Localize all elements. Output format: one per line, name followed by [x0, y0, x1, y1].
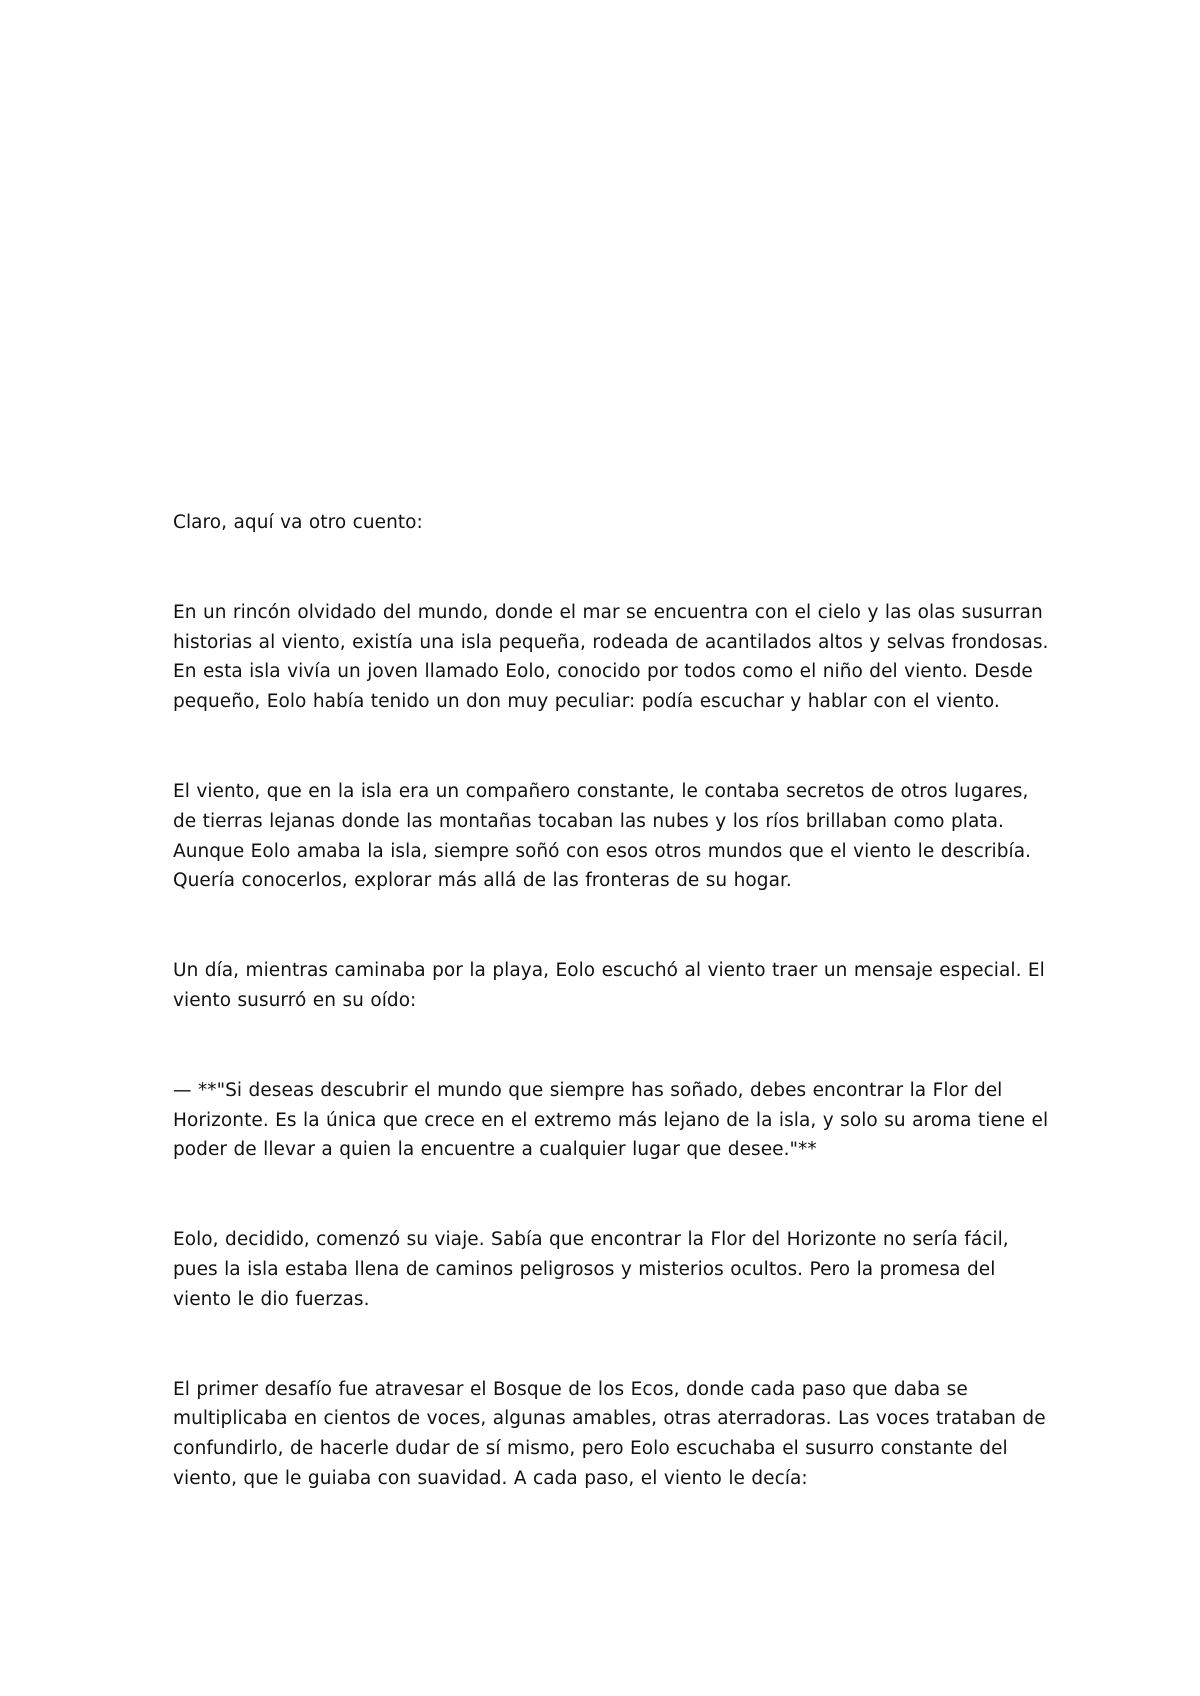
paragraph-3: Un día, mientras caminaba por la playa, Eolo escuchó al viento traer un mensaje especial. El viento susurró en su oído:: [173, 960, 1045, 1011]
document-body: [173, 508, 1053, 1494]
paragraph-spacer: [173, 896, 1053, 956]
paragraph-spacer: [173, 1016, 1053, 1076]
paragraph-1: En un rincón olvidado del mundo, donde el mar se encuentra con el cielo y las olas susurran historias al viento, existía una isla pequeña, rodeada de acantilados altos y selvas frondosas. En esta isla vivía un joven llamado Eolo, conocido por todos como el niño del viento. Desde pequeño, Eolo había tenido un don muy peculiar: podía escuchar y hablar con el viento.: [173, 601, 1049, 713]
paragraph-2: El viento, que en la isla era un compañero constante, le contaba secretos de otros lugares, de tierras lejanas donde las montañas tocaban las nubes y los ríos brillaban como plata. Aunque Eolo amaba la isla, siempre soñó con esos otros mundos que el viento le describía. Quería conocerlos, explorar más allá de las fronteras de su hogar.: [173, 780, 1032, 892]
paragraph-spacer: [173, 1165, 1053, 1225]
paragraph-spacer: [173, 1315, 1053, 1375]
paragraph-5: Eolo, decidido, comenzó su viaje. Sabía que encontrar la Flor del Horizonte no sería fácil, pues la isla estaba llena de caminos peligrosos y misterios ocultos. Pero la promesa del viento le dio fuerzas.: [173, 1229, 1009, 1310]
paragraph-spacer: [173, 717, 1053, 777]
paragraph-4-quote: — **"Si deseas descubrir el mundo que siempre has soñado, debes encontrar la Flor del Horizonte. Es la única que crece en el extremo más lejano de la isla, y solo su aroma tiene el poder de llevar a quien la encuentre a cualquier lugar que desee."**: [173, 1079, 1049, 1161]
paragraph-6: El primer desafío fue atravesar el Bosque de los Ecos, donde cada paso que daba se multiplicaba en cientos de voces, algunas amables, otras aterradoras. Las voces trataban de confundirlo, de hacerle dudar de sí mismo, pero Eolo escuchaba el susurro constante del viento, que le guiaba con suavidad. A cada paso, el viento le decía:: [173, 1378, 1046, 1489]
paragraph-spacer: [173, 538, 1053, 598]
intro-line: Claro, aquí va otro cuento:: [173, 512, 423, 533]
